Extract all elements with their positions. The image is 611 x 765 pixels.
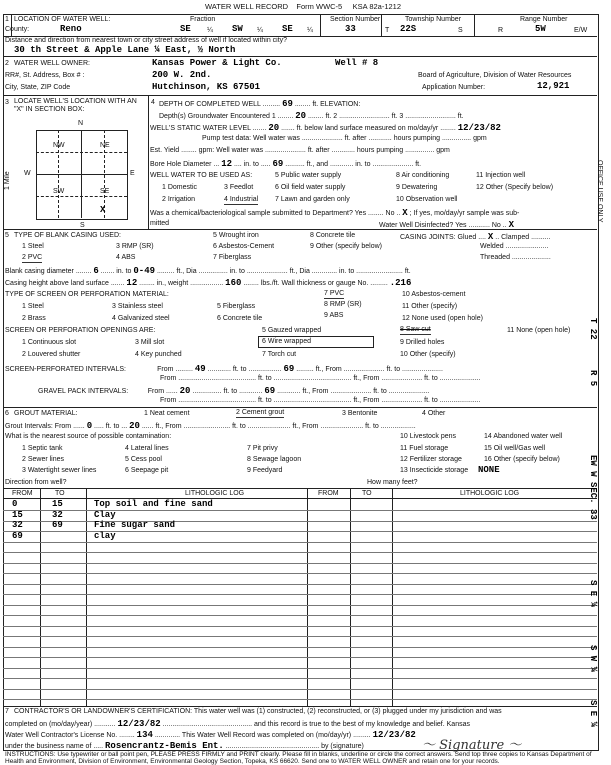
signature: 〜 Signature 〜 xyxy=(422,738,522,753)
use-industrial-selected: 4 Industrial xyxy=(224,196,259,203)
bore-diameter: 12 xyxy=(221,159,233,169)
log-row-from: 0 xyxy=(12,499,18,509)
log-row-desc: Clay xyxy=(94,510,116,520)
contamination-none: NONE xyxy=(478,465,500,475)
casing-weight: 160 xyxy=(225,278,242,288)
use-label: WELL WATER TO BE USED AS: xyxy=(150,172,253,179)
gravel-from: 20 xyxy=(179,386,191,396)
log-row-from: 32 xyxy=(12,520,23,530)
section-1-number: 1 xyxy=(5,16,9,23)
section-number-value: 33 xyxy=(345,24,356,34)
screen-pvc-selected: 7 PVC xyxy=(324,290,345,297)
owner-well: Well # 8 xyxy=(335,58,379,68)
section-box xyxy=(36,130,128,220)
grout-cement-selected: 2 Cement grout xyxy=(236,409,285,416)
distance-label: Distance and direction from nearest town or city street address of well if located within city? xyxy=(5,37,288,44)
bore-to: 69 xyxy=(272,159,284,169)
township-value: 22S xyxy=(400,24,417,34)
static-level: 20 xyxy=(268,123,280,133)
casing-gauge: .216 xyxy=(389,278,412,288)
fraction-1: SE xyxy=(180,24,191,34)
casing-diameter: 6 xyxy=(93,266,99,276)
screen-from: 49 xyxy=(194,364,206,374)
log-row-desc: Fine sugar sand xyxy=(94,520,176,530)
location-label: LOCATION OF WATER WELL: xyxy=(14,16,111,23)
log-row-to: 32 xyxy=(52,510,63,520)
casing-height: 12 xyxy=(126,278,138,288)
well-location-x: X xyxy=(100,205,106,215)
fraction-3: SE xyxy=(282,24,293,34)
license-number: 134 xyxy=(136,730,153,740)
record-date: 12/23/82 xyxy=(372,730,416,740)
fraction-label: Fraction xyxy=(190,16,216,23)
mile-label: 1 Mile xyxy=(4,171,11,190)
county-label: County: xyxy=(5,26,30,33)
fraction-2: SW xyxy=(232,24,243,34)
grout-to: 20 xyxy=(129,421,140,431)
owner-city: Hutchinson, KS 67501 xyxy=(152,82,261,92)
owner-label: WATER WELL OWNER: xyxy=(14,60,90,67)
locate-label: LOCATE WELL'S LOCATION WITH AN "X" IN SECTION BOX: xyxy=(14,98,137,113)
county-value: Reno xyxy=(60,24,82,34)
grout-from: 0 xyxy=(86,421,93,431)
distance-value: 30 th Street & Apple Lane ¼ East, ½ North xyxy=(14,45,236,55)
range-label: Range Number xyxy=(520,16,568,23)
instructions: INSTRUCTIONS: Use typewriter or ball point pen, PLEASE PRESS FIRMLY and PRINT clearly. Please fill in blanks, underline or circle the correct answers. Send top three copies to Kansas Department of Health and Environment, Division of Environment, Environmental Geology Section, Topeka, KS 66620. Send one to WATER WELL OWNER and retain one for your records. xyxy=(5,751,592,765)
log-row-from: 15 xyxy=(12,510,23,520)
screen-to: 69 xyxy=(283,364,295,374)
township-label: Township Number xyxy=(405,16,462,23)
log-row-to: 15 xyxy=(52,499,63,509)
log-row-desc: Top soil and fine sand xyxy=(94,499,213,509)
range-value: 5W xyxy=(535,24,546,34)
groundwater-1: 20 xyxy=(295,111,307,121)
log-row-desc: clay xyxy=(94,531,116,541)
owner-name: Kansas Power & Light Co. xyxy=(152,58,282,68)
owner-address: 200 W. 2nd. xyxy=(152,70,212,80)
casing-to: 0-49 xyxy=(133,266,155,276)
office-use-label: OFFICE USE ONLY xyxy=(596,160,603,223)
application-number: 12,921 xyxy=(537,81,570,91)
business-name: Rosencrantz-Bemis Ent. xyxy=(105,741,224,751)
static-date: 12/23/82 xyxy=(457,123,501,133)
casing-pvc-selected: 2 PVC xyxy=(22,254,43,261)
section-number-label: Section Number xyxy=(330,16,381,23)
completed-date: 12/23/82 xyxy=(117,719,161,729)
gravel-to: 69 xyxy=(264,386,276,396)
depth-value: 69 xyxy=(282,99,293,109)
log-row-to: 69 xyxy=(52,520,63,530)
form-title: WATER WELL RECORD Form WWC-5 KSA 82a-1212 xyxy=(205,2,402,11)
log-row-from: 69 xyxy=(12,531,23,541)
